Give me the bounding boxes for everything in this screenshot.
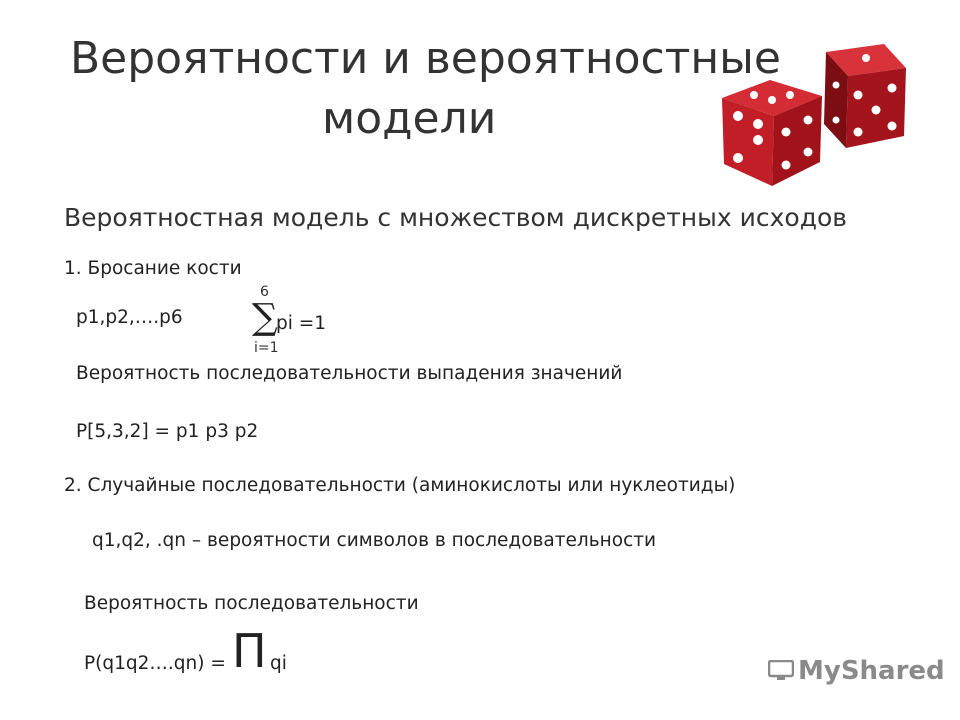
sequence-probability-label-2: Вероятность последовательности bbox=[84, 593, 419, 614]
sequence-example: P[5,3,2] = p1 p3 p2 bbox=[76, 421, 259, 442]
item2-heading: 2. Случайные последовательности (аминокислоты или нуклеотиды) bbox=[64, 475, 736, 496]
front-die bbox=[722, 80, 822, 186]
sum-lower-limit: i=1 bbox=[254, 340, 279, 356]
item1-heading: 1. Бросание кости bbox=[64, 258, 242, 279]
sequence-probability-label: Вероятность последовательности выпадения значений bbox=[76, 363, 623, 384]
back-die bbox=[824, 44, 906, 148]
probabilities-list: p1,p2,….p6 bbox=[76, 307, 183, 328]
dice-image bbox=[716, 40, 912, 190]
sum-upper-limit: 6 bbox=[260, 284, 269, 300]
slide-title-line1: Вероятности и вероятностные bbox=[70, 33, 781, 84]
slide-title-line2: модели bbox=[322, 93, 497, 144]
myshared-logo: MyShared bbox=[798, 656, 945, 686]
product-rhs: qi bbox=[270, 653, 287, 674]
product-lhs: P(q1q2….qn) = bbox=[84, 653, 226, 674]
sum-expression: pi =1 bbox=[276, 313, 327, 334]
sigma-symbol: ∑ bbox=[252, 297, 278, 338]
symbol-probabilities-description: q1,q2, .qn – вероятности символов в последовательности bbox=[92, 530, 657, 551]
presentation-icon bbox=[768, 660, 794, 682]
slide-subtitle: Вероятностная модель с множеством дискретных исходов bbox=[64, 203, 848, 232]
product-symbol: П bbox=[232, 624, 267, 678]
